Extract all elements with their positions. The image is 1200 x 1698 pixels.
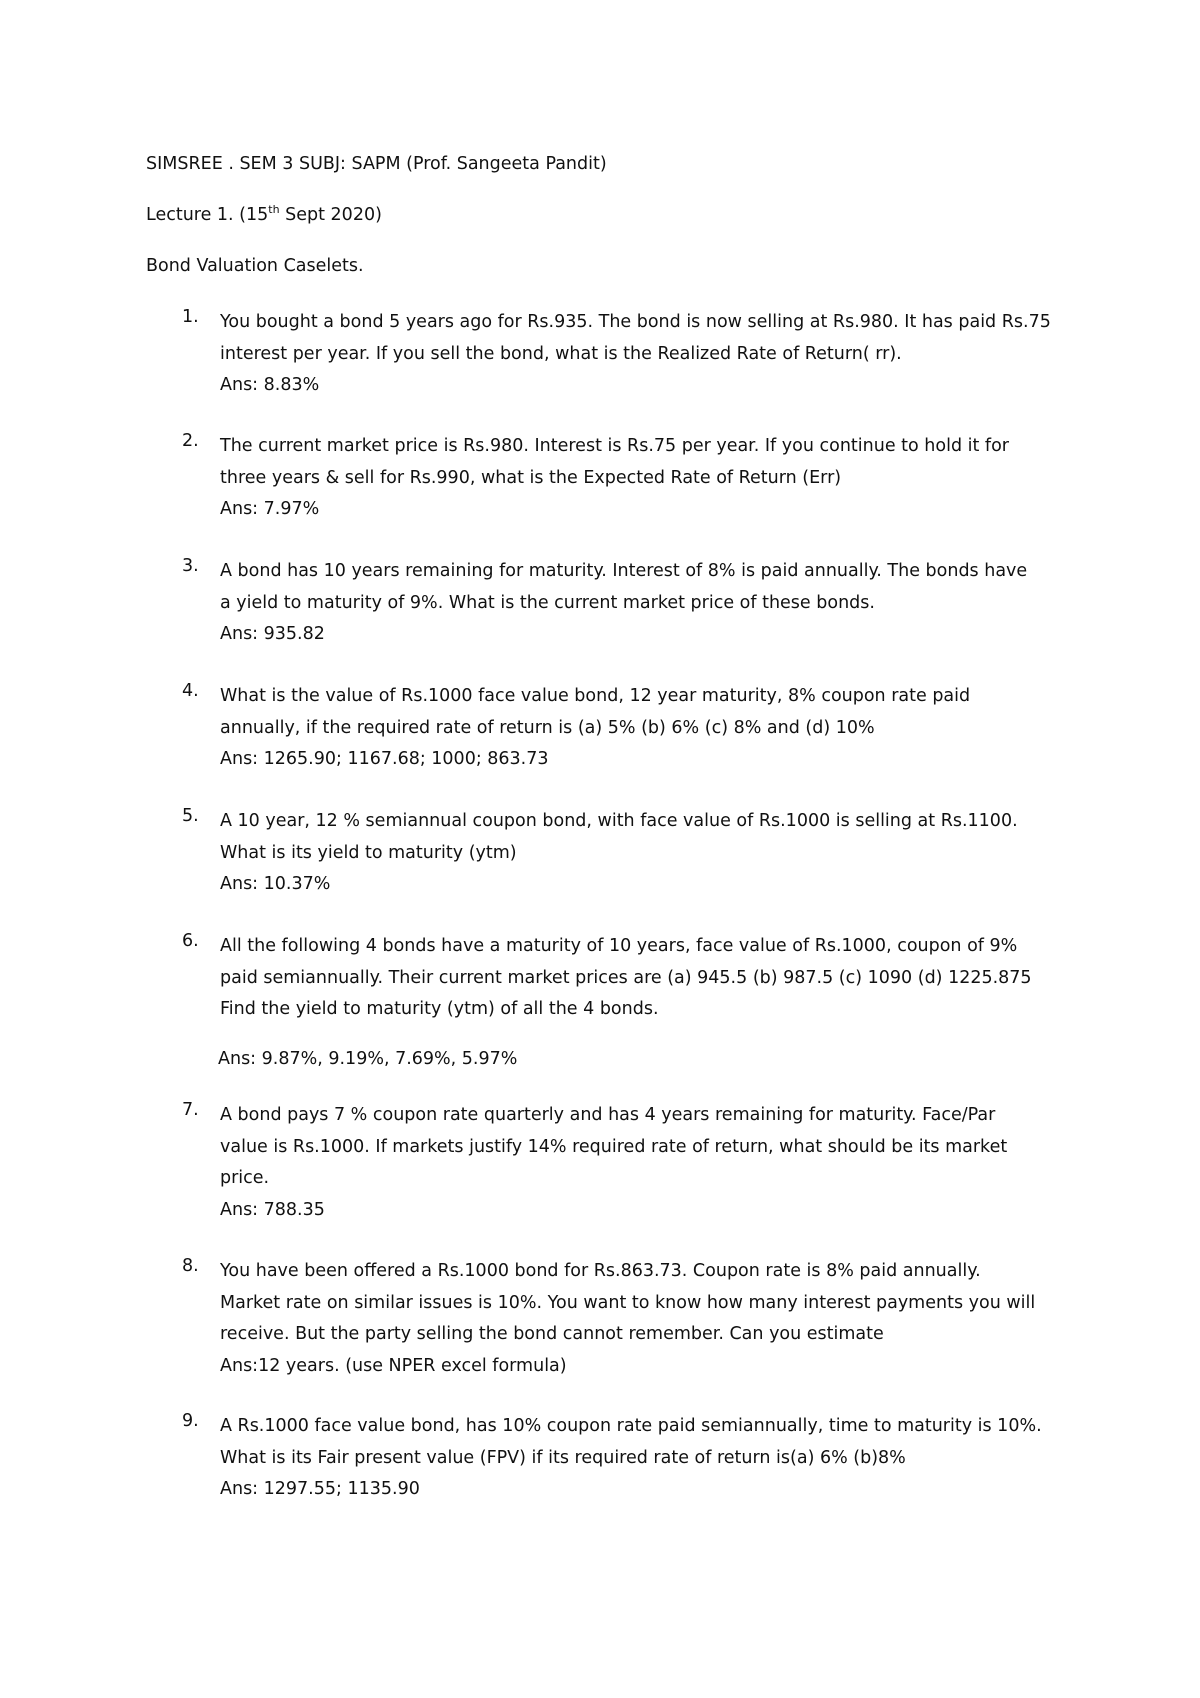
question-text-line: Find the yield to maturity (ytm) of all the 4 bonds.	[220, 999, 659, 1019]
lecture-date	[146, 203, 382, 227]
question-number: 9.	[182, 1411, 199, 1431]
course-header: SIMSREE . SEM 3 SUBJ: SAPM (Prof. Sangeeta Pandit)	[146, 154, 607, 174]
question-text-line: All the following 4 bonds have a maturity of 10 years, face value of Rs.1000, coupon of 9%	[220, 936, 1018, 956]
question-number: 6.	[182, 931, 199, 951]
question-text-line: A bond pays 7 % coupon rate quarterly and has 4 years remaining for maturity. Face/Par	[220, 1105, 996, 1125]
question-text-line: A bond has 10 years remaining for maturity. Interest of 8% is paid annually. The bonds have	[220, 561, 1028, 581]
question-body	[220, 307, 1080, 402]
question-body	[220, 931, 1080, 1026]
question-text-line: You bought a bond 5 years ago for Rs.935. The bond is now selling at Rs.980. It has paid Rs.75	[220, 312, 1051, 332]
answer-line: Ans: 7.97%	[220, 499, 320, 519]
question-text-line: paid semiannually. Their current market prices are (a) 945.5 (b) 987.5 (c) 1090 (d) 1225.875	[220, 967, 1032, 988]
question-number: 3.	[182, 556, 199, 576]
question-number: 2.	[182, 431, 199, 451]
answer-line: Ans: 8.83%	[220, 375, 320, 395]
question-text-line: You have been offered a Rs.1000 bond for Rs.863.73. Coupon rate is 8% paid annually.	[220, 1261, 981, 1281]
answer-line: Ans: 1265.90; 1167.68; 1000; 863.73	[220, 749, 549, 769]
question-text-line: The current market price is Rs.980. Interest is Rs.75 per year. If you continue to hold it for	[220, 436, 1009, 456]
question-text-line: What is the value of Rs.1000 face value bond, 12 year maturity, 8% coupon rate paid	[220, 686, 971, 706]
question-text-line: price.	[220, 1168, 270, 1188]
question-number: 8.	[182, 1256, 199, 1276]
answer-line: Ans: 788.35	[220, 1199, 325, 1220]
question-text-line: Market rate on similar issues is 10%. You want to know how many interest payments you will	[220, 1292, 1036, 1313]
lecture-prefix: Lecture 1. (15	[146, 205, 269, 225]
answer-line: Ans: 935.82	[220, 624, 325, 644]
question-number: 4.	[182, 681, 199, 701]
question-body	[220, 1256, 1080, 1382]
question-number: 5.	[182, 806, 199, 826]
question-text-line: annually, if the required rate of return is (a) 5% (b) 6% (c) 8% and (d) 10%	[220, 717, 875, 738]
section-title: Bond Valuation Caselets.	[146, 256, 364, 276]
question-text-line: What is its yield to maturity (ytm)	[220, 842, 517, 863]
question-body	[220, 681, 1080, 776]
lecture-ordinal-suffix: th	[268, 203, 280, 217]
question-number: 1.	[182, 307, 199, 327]
question-body	[220, 806, 1080, 901]
answer-line: Ans: 9.87%, 9.19%, 7.69%, 5.97%	[218, 1049, 518, 1069]
question-text-line: receive. But the party selling the bond cannot remember. Can you estimate	[220, 1324, 884, 1344]
lecture-suffix: Sept 2020)	[279, 205, 382, 225]
question-text-line: A Rs.1000 face value bond, has 10% coupon rate paid semiannually, time to maturity is 10%.	[220, 1416, 1042, 1436]
answer-line: Ans:12 years. (use NPER excel formula)	[220, 1355, 567, 1376]
question-body	[220, 1100, 1080, 1226]
answer-line: Ans: 1297.55; 1135.90	[220, 1479, 420, 1499]
question-body	[220, 556, 1080, 651]
question-text-line: value is Rs.1000. If markets justify 14% required rate of return, what should be its market	[220, 1136, 1008, 1157]
question-number: 7.	[182, 1100, 199, 1120]
question-text-line: A 10 year, 12 % semiannual coupon bond, with face value of Rs.1000 is selling at Rs.1100.	[220, 811, 1018, 831]
question-text-line: three years & sell for Rs.990, what is the Expected Rate of Return (Err)	[220, 467, 842, 488]
question-body	[220, 1411, 1080, 1506]
question-text-line: interest per year. If you sell the bond, what is the Realized Rate of Return( rr).	[220, 343, 902, 364]
question-text-line: What is its Fair present value (FPV) if its required rate of return is(a) 6% (b)8%	[220, 1447, 906, 1468]
question-text-line: a yield to maturity of 9%. What is the current market price of these bonds.	[220, 592, 875, 613]
question-body	[220, 431, 1080, 526]
answer-line: Ans: 10.37%	[220, 874, 331, 894]
